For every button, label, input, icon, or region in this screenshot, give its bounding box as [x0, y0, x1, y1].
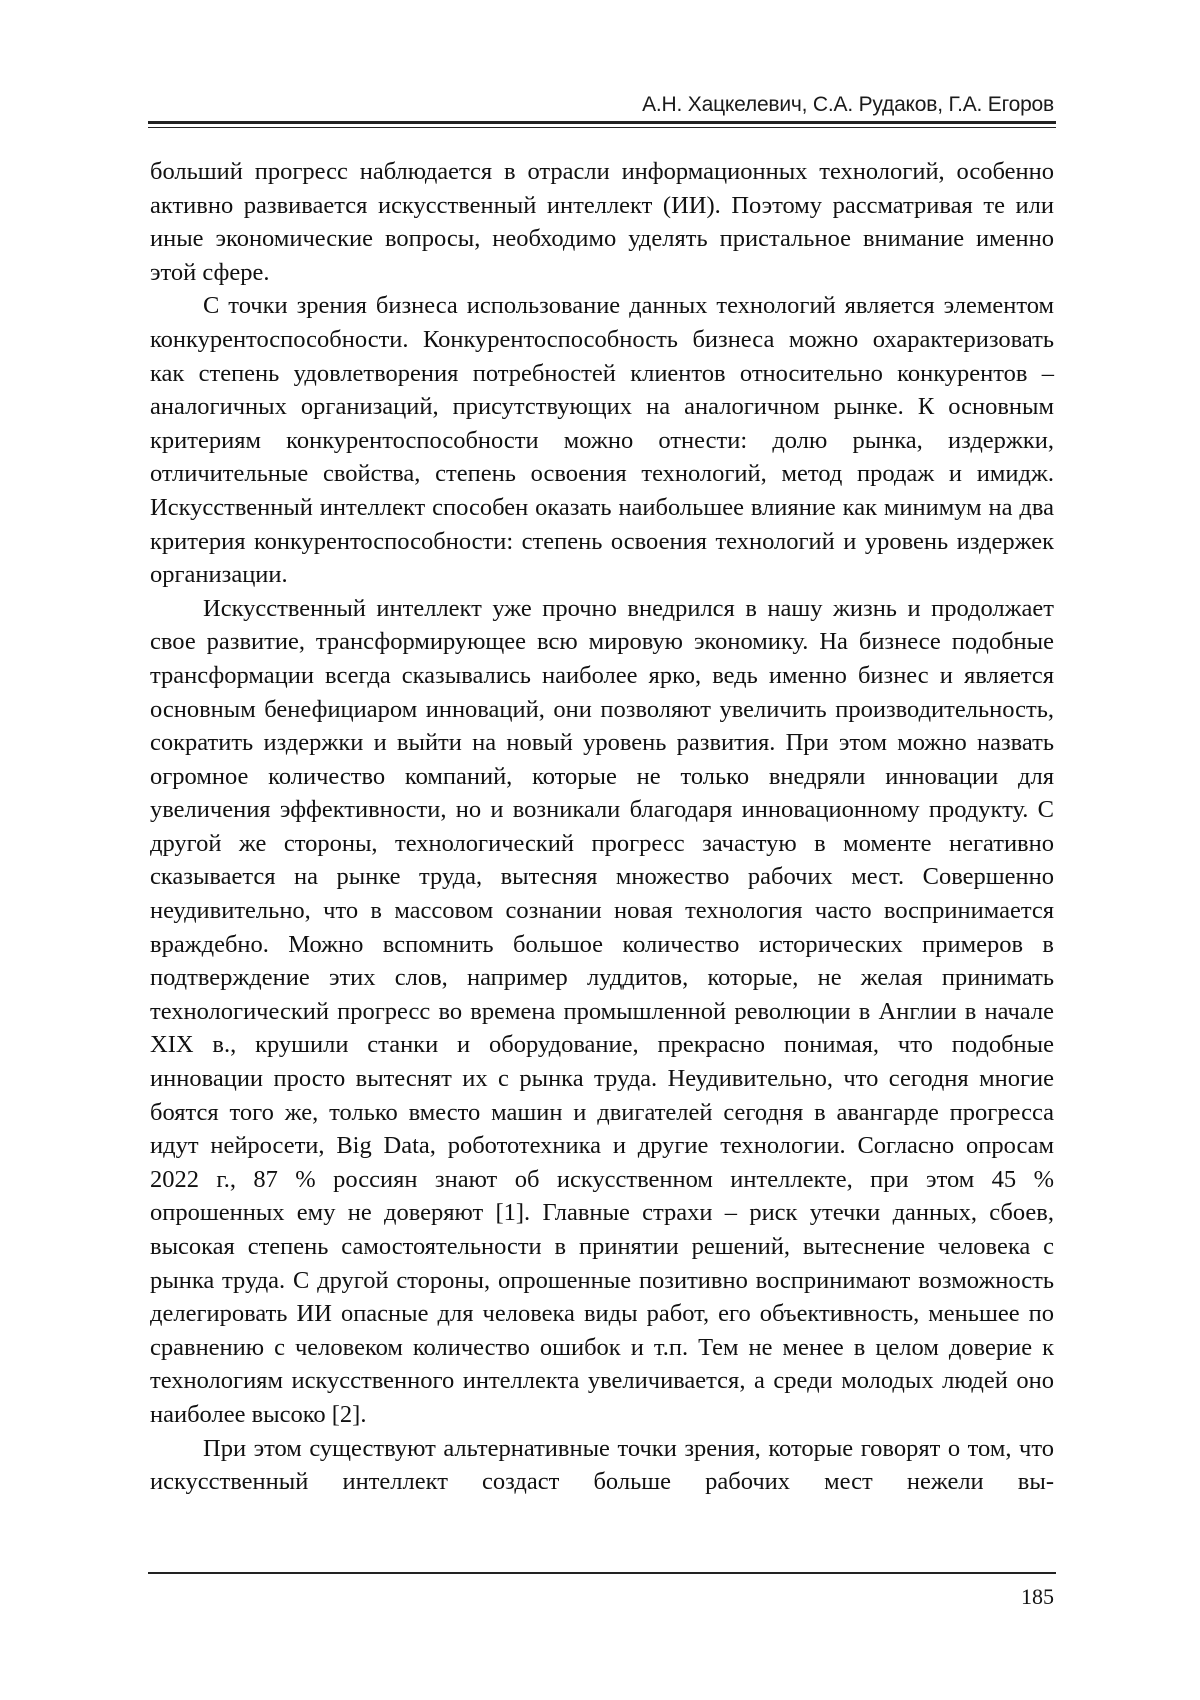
- header-rule: [148, 121, 1056, 124]
- footer-rule: [148, 1572, 1056, 1574]
- paragraph: Искусственный интеллект уже прочно внедрился в нашу жизнь и продолжает свое развитие, трансформирующее всю мировую экономику. На бизнесе подобные трансформации всегда сказывались наиболее ярко, ведь именно бизнес и является основным бенефициаром инноваций, они позволяют увеличить производительность, сократить издержки и выйти на новый уровень развития. При этом можно назвать огромное количество компаний, которые не только внедряли инновации для увеличения эффективности, но и возникали благодаря инновационному продукту. С другой же стороны, технологический прогресс зачастую в моменте негативно сказывается на рынке труда, вытесняя множество рабочих мест. Совершенно неудивительно, что в массовом сознании новая технология часто воспринимается враждебно. Можно вспомнить большое количество исторических примеров в подтверждение этих слов, например луддитов, которые, не желая принимать технологический прогресс во времена промышленной революции в Англии в начале XIX в., крушили станки и оборудование, прекрасно понимая, что подобные инновации просто вытеснят их с рынка труда. Неудивительно, что сегодня многие боятся того же, только вместо машин и двигателей сегодня в авангарде прогресса идут нейросети, Big Data, робототехника и другие технологии. Согласно опросам 2022 г., 87 % россиян знают об искусственном интеллекте, при этом 45 % опрошенных ему не доверяют [1]. Главные страхи – риск утечки данных, сбоев, высокая степень самостоятельности в принятии решений, вытеснение человека с рынка труда. С другой стороны, опрошенные позитивно воспринимают возможность делегировать ИИ опасные для человека виды работ, его объективность, меньшее по сравнению с человеком количество ошибок и т.п. Тем не менее в целом доверие к технологиям искусственного интеллекта увеличивается, а среди молодых людей оно наиболее высоко [2].: [150, 594, 1054, 1428]
- paragraph: С точки зрения бизнеса использование данных технологий является элементом конкурентоспособности. Конкурентоспособность бизнеса можно охарактеризовать как степень удовлетворения потребностей клиентов относительно конкурентов – аналогичных организаций, присутствующих на аналогичном рынке. К основным критериям конкурентоспособности можно отнести: долю рынка, издержки, отличительные свойства, степень освоения технологий, метод продаж и имидж. Искусственный интеллект способен оказать наибольшее влияние как минимум на два критерия конкурентоспособности: степень освоения технологий и уровень издержек организации.: [150, 292, 1054, 589]
- paragraph: больший прогресс наблюдается в отрасли информационных технологий, особенно активно развивается искусственный интеллект (ИИ). Поэтому рассматривая те или иные экономические вопросы, необходимо уделять пристальное внимание именно этой сфере.: [150, 158, 1054, 286]
- page-number: 185: [1021, 1584, 1054, 1609]
- header-rule-secondary: [148, 127, 1056, 128]
- article-body: [150, 155, 1054, 1499]
- paragraph: При этом существуют альтернативные точки зрения, которые говорят о том, что искусственный интеллект создаст больше рабочих мест нежели вы-: [150, 1434, 1054, 1496]
- running-header-authors: А.Н. Хацкелевич, С.А. Рудаков, Г.А. Егоров: [642, 93, 1054, 116]
